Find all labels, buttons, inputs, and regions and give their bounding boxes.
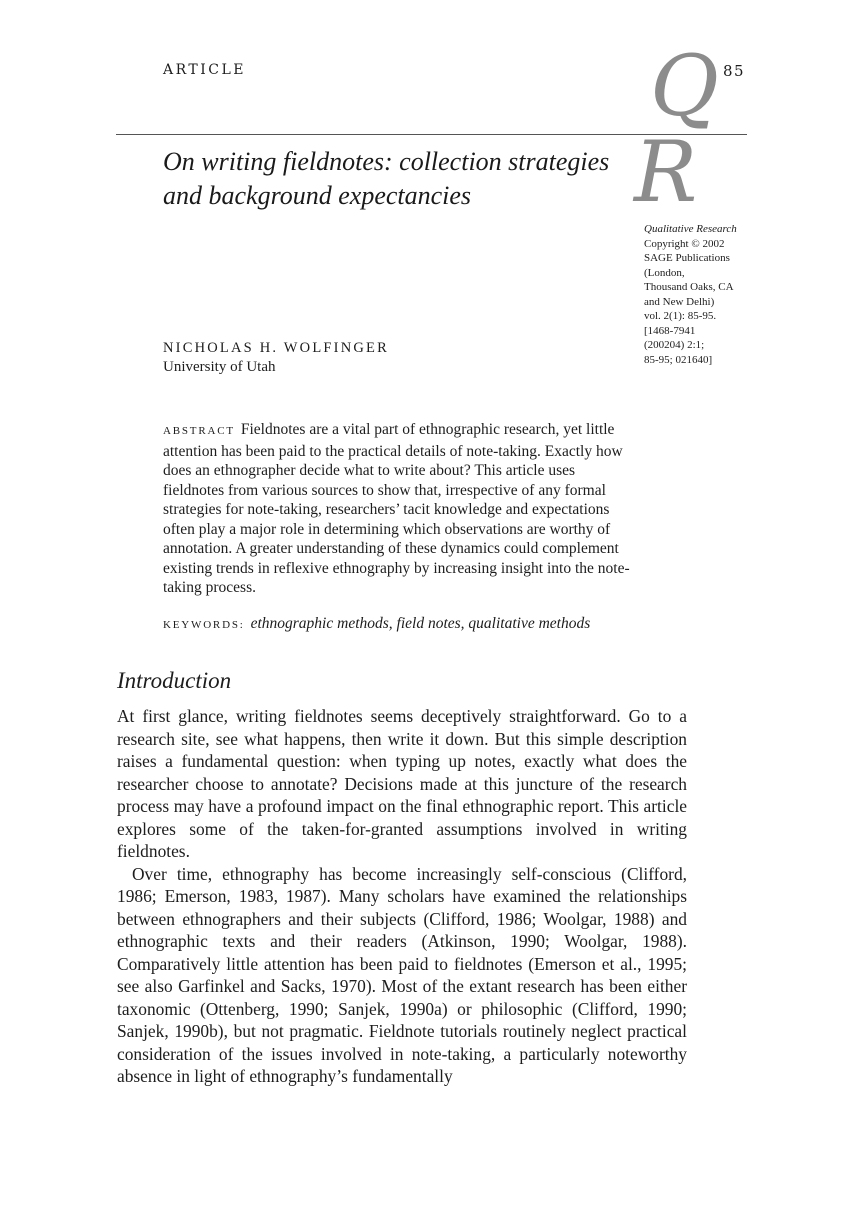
page-number: 85 [723,62,746,80]
identifier-line-1: [1468-7941 [644,324,696,337]
identifier-line-3: 85-95; 021640] [644,353,713,366]
keywords [163,615,590,633]
locations-line-1: (London, [644,266,685,279]
keywords-values: ethnographic methods, field notes, qualitative methods [250,615,591,632]
publisher: SAGE Publications [644,252,730,264]
copyright: Copyright © 2002 [644,237,725,250]
author-name: NICHOLAS H. WOLFINGER [163,340,389,356]
article-title: On writing fieldnotes: collection strategies and background expectancies [163,147,610,210]
paragraph: At first glance, writing fieldnotes seems deceptively straightforward. Go to a research site, see what happens, then write it down. But this simple description raises a fundamental question: when typing up notes, exactly what does the researcher choose to annotate? Decisions made at this juncture of the research process may have a profound impact on the final ethnographic report. This article explores some of the taken-for-granted assumptions involved in writing fieldnotes. [117,706,687,861]
keywords-label: KEYWORDS: [163,619,245,631]
locations-line-2: Thousand Oaks, CA [644,281,734,293]
identifier-line-2: (200204) 2:1; [644,339,705,351]
journal-logo-q: Q [650,37,719,135]
volume: vol. 2(1): 85-95. [644,310,717,322]
journal-name: Qualitative Research [644,223,737,235]
publication-info [644,222,754,367]
abstract-text: Fieldnotes are a vital part of ethnographic research, yet little attention has been paid to the practical details of note-taking. Exactly how does an ethnographer decide what to write about? This article uses fieldnotes from various sources to show that, irrespective of any formal strategies for note-taking, researchers’ tacit knowledge and expectations often play a major role in determining which observations are worthy of annotation. A greater understanding of these dynamics could complement existing trends in reflexive ethnography by increasing insight into the note-taking process. [163,421,630,596]
introduction-body [117,705,687,1088]
section-label: ARTICLE [163,62,247,78]
locations-line-3: and New Delhi) [644,295,715,308]
section-heading-introduction: Introduction [117,668,232,693]
journal-logo-r: R [634,123,698,221]
abstract [163,420,633,598]
author-affiliation: University of Utah [163,359,276,375]
paragraph: Over time, ethnography has become increasingly self-conscious (Clifford, 1986; Emerson, 1983, 1987). Many scholars have examined the relationships between ethnographers and their subjects (Clifford, 1986; Woolgar, 1988) and ethnographic texts and their readers (Atkinson, 1990; Woolgar, 1988). Comparatively little attention has been paid to fieldnotes (Emerson et al., 1995; see also Garfinkel and Sacks, 1970). Most of the extant research has been either taxonomic (Ottenberg, 1990; Sanjek, 1990a) or philosophic (Clifford, 1990; Sanjek, 1990b), but not pragmatic. Fieldnote tutorials routinely neglect practical consideration of the issues involved in note-taking, a particularly noteworthy absence in light of ethnography’s fundamentally [117,863,687,1086]
abstract-label: ABSTRACT [163,425,235,437]
